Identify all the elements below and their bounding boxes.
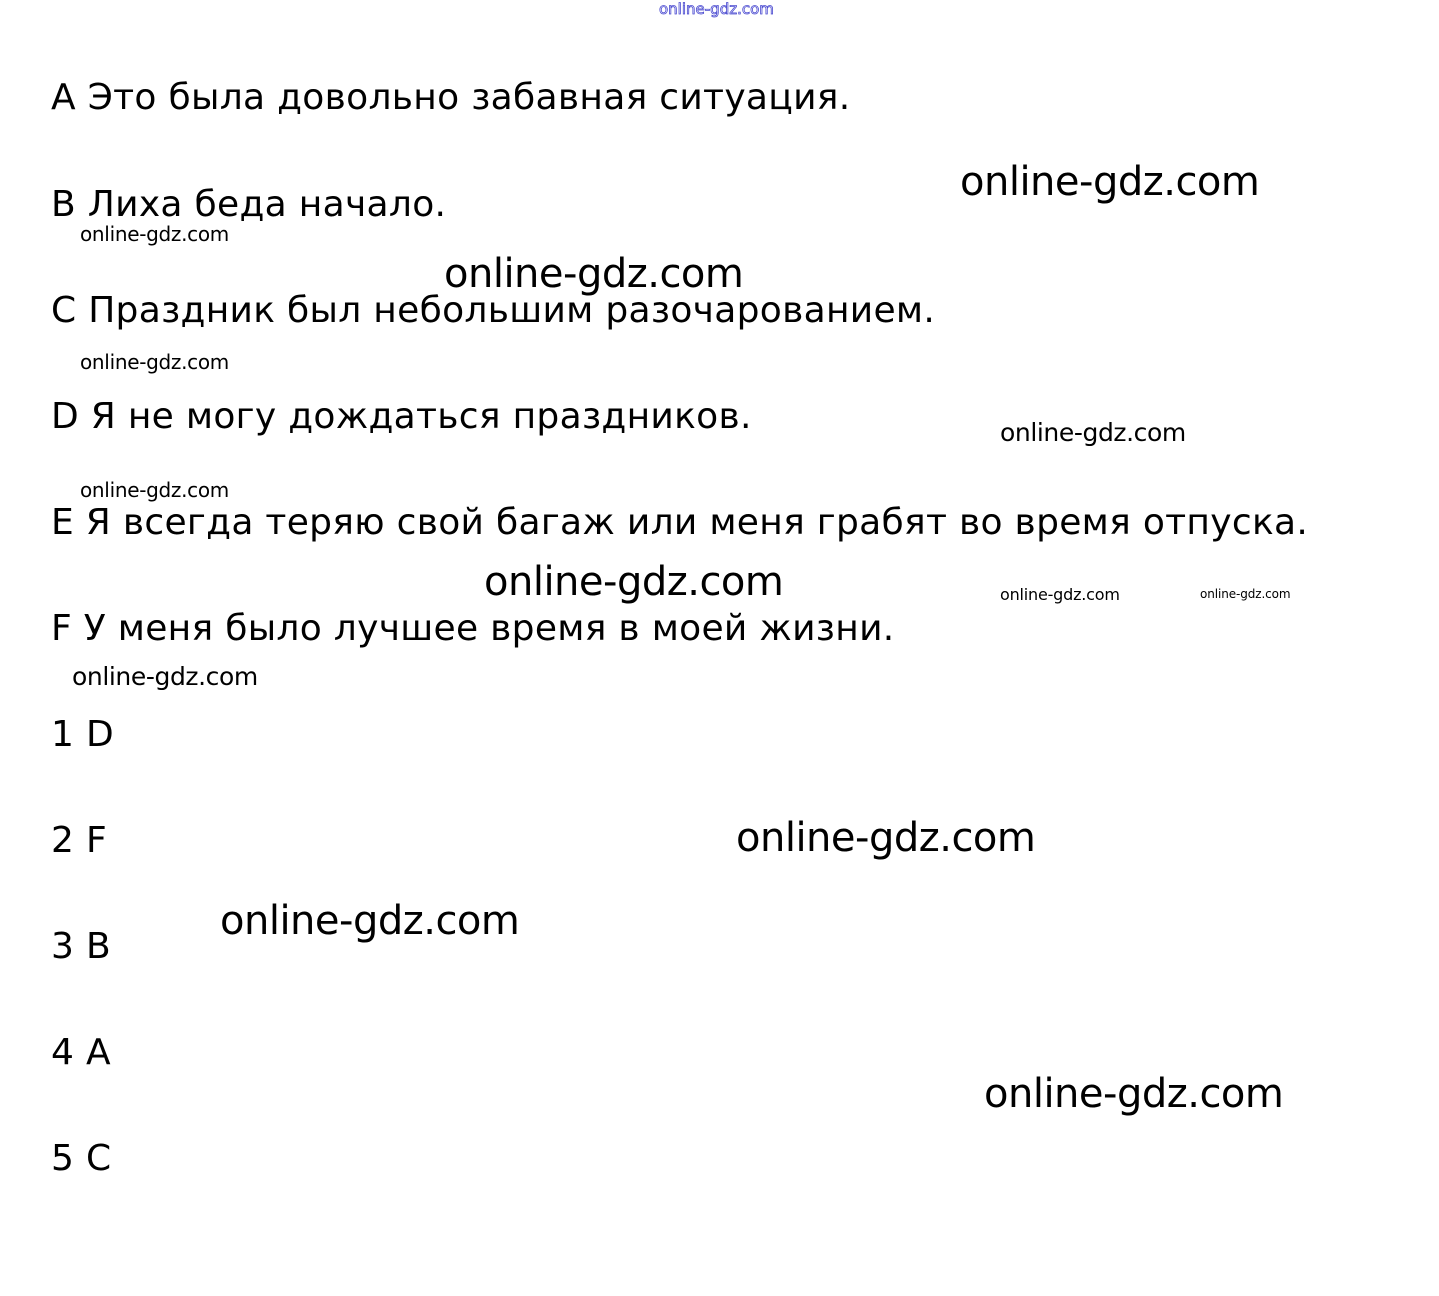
answer-letter: B — [85, 926, 111, 967]
statement-text: Лиха беда начало. — [87, 184, 447, 225]
statement-b — [51, 184, 447, 225]
statement-letter: C — [51, 290, 77, 331]
watermark: online-gdz.com — [80, 350, 229, 374]
answer-row — [51, 820, 107, 861]
watermark: online-gdz.com — [72, 662, 258, 691]
watermark: online-gdz.com — [960, 159, 1260, 205]
watermark: online-gdz.com — [736, 815, 1036, 861]
watermark: online-gdz.com — [80, 478, 229, 502]
watermark: online-gdz.com — [80, 222, 229, 246]
statement-text: Я не могу дождаться праздников. — [90, 396, 752, 437]
watermark: online-gdz.com — [1200, 587, 1291, 601]
statement-letter: F — [51, 608, 73, 649]
statement-e — [51, 502, 1309, 543]
answer-row — [51, 926, 111, 967]
watermark: online-gdz.com — [220, 898, 520, 944]
statement-text: Это была довольно забавная ситуация. — [87, 77, 851, 118]
watermark: online-gdz.com — [444, 251, 744, 297]
statement-d — [51, 396, 752, 437]
statement-letter: B — [51, 184, 76, 225]
statement-f — [51, 608, 895, 649]
watermark: online-gdz.com — [984, 1071, 1284, 1117]
statement-letter: E — [51, 502, 75, 543]
answer-row — [51, 714, 114, 755]
statement-letter: D — [51, 396, 80, 437]
answer-number: 2 — [51, 820, 75, 861]
watermark: online-gdz.com — [1000, 585, 1120, 604]
site-header-mark: online-gdz.com — [659, 0, 774, 18]
answer-number: 5 — [51, 1138, 75, 1179]
statement-text: Праздник был небольшим разочарованием. — [88, 290, 936, 331]
answer-row — [51, 1032, 111, 1073]
answer-letter: C — [85, 1138, 112, 1179]
answer-row — [51, 1138, 112, 1179]
answer-letter: A — [85, 1032, 111, 1073]
answer-letter: F — [85, 820, 107, 861]
answer-number: 1 — [51, 714, 75, 755]
answer-number: 3 — [51, 926, 75, 967]
answer-number: 4 — [51, 1032, 75, 1073]
watermark: online-gdz.com — [484, 559, 784, 605]
statement-letter: A — [51, 77, 76, 118]
statement-text: Я всегда теряю свой багаж или меня грабят во время отпуска. — [85, 502, 1309, 543]
answer-letter: D — [85, 714, 114, 755]
watermark: online-gdz.com — [1000, 418, 1186, 447]
statement-text: У меня было лучшее время в моей жизни. — [83, 608, 895, 649]
statement-c — [51, 290, 936, 331]
statement-a — [51, 77, 851, 118]
